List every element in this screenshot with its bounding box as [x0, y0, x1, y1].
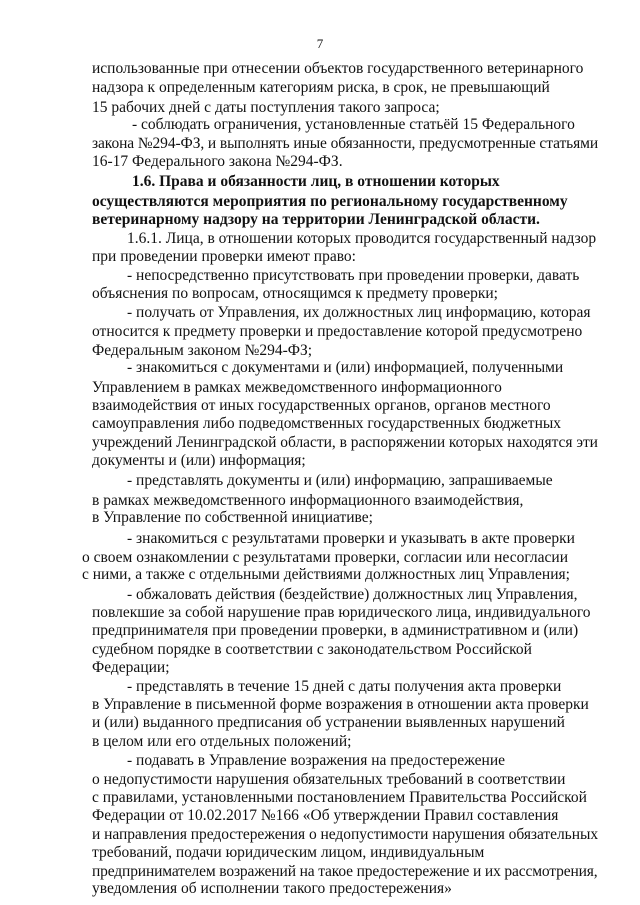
text-line: о недопустимости нарушения обязательных требований в соответствии — [92, 771, 566, 788]
text-line: ветеринарному надзору на территории Ленинградской области. — [92, 211, 540, 228]
text-line: - соблюдать ограничения, установленные статьёй 15 Федерального — [132, 116, 575, 133]
text-line: Федерации; — [92, 659, 170, 676]
text-line: уведомления об исполнении такого предостережения» — [92, 880, 452, 897]
text-line: осуществляются мероприятия по региональному государственному — [92, 193, 568, 210]
text-line: закона №294-ФЗ, и выполнять иные обязанности, предусмотренные статьями — [92, 135, 598, 152]
text-line: относится к предмету проверки и предоставление которой предусмотрено — [92, 323, 583, 340]
text-line: 15 рабочих дней с даты поступления такого запроса; — [92, 99, 440, 116]
text-line: предпринимателя при проведении проверки, в административном и (или) — [92, 622, 579, 639]
text-line: в целом или его отдельных положений; — [92, 733, 352, 750]
text-line: предпринимателем возражений на такое предостережение и их рассмотрения, — [92, 863, 598, 880]
text-line: учреждений Ленинградской области, в распоряжении которых находятся эти — [92, 434, 598, 451]
text-line: Управлением в рамках межведомственного информационного — [92, 379, 502, 396]
text-line: и направления предостережения о недопустимости нарушения обязательных — [92, 826, 598, 843]
text-line: при проведении проверки имеют право: — [92, 248, 356, 265]
text-line: объяснения по вопросам, относящимся к предмету проверки; — [92, 285, 498, 302]
text-line: 1.6. Права и обязанности лиц, в отношении которых — [132, 173, 500, 190]
text-line: - непосредственно присутствовать при проведении проверки, давать — [127, 267, 580, 284]
text-line: использованные при отнесении объектов государственного ветеринарного — [92, 60, 584, 77]
text-line: в Управление по собственной инициативе; — [92, 509, 373, 526]
text-line: самоуправления либо подведомственных государственных бюджетных — [92, 415, 562, 432]
text-line: с ними, а также с отдельными действиями должностных лиц Управления; — [82, 566, 570, 583]
text-line: документы и (или) информация; — [92, 452, 306, 469]
text-line: - подавать в Управление возражения на предостережение — [127, 752, 506, 769]
page-number: 7 — [316, 36, 324, 51]
text-line: Федеральным законом №294-ФЗ; — [92, 342, 313, 359]
text-line: - знакомиться с результатами проверки и указывать в акте проверки — [127, 530, 575, 547]
text-line: Федерации от 10.02.2017 №166 «Об утверждении Правил составления — [92, 807, 559, 824]
text-line: в рамках межведомственного информационного взаимодействия, — [92, 492, 524, 509]
text-line: о своем ознакомлении с результатами проверки, согласии или несогласии — [82, 549, 568, 566]
text-line: требований, подачи юридическим лицом, индивидуальным — [92, 844, 485, 861]
text-line: - знакомиться с документами и (или) информацией, полученными — [127, 359, 564, 376]
text-line: - представлять в течение 15 дней с даты получения акта проверки — [127, 678, 562, 695]
text-line: взаимодействия от иных государственных органов, органов местного — [92, 397, 551, 414]
text-line: судебном порядке в соответствии с законодательством Российской — [92, 641, 532, 658]
text-line: в Управление в письменной форме возражения в отношении акта проверки — [92, 696, 589, 713]
text-line: надзора к определенным категориям риска, в срок, не превышающий — [92, 79, 550, 96]
text-line: с правилами, установленными постановлением Правительства Российской — [92, 789, 587, 806]
text-line: - обжаловать действия (бездействие) должностных лиц Управления, — [127, 586, 578, 603]
text-line: 1.6.1. Лица, в отношении которых проводится государственный надзор — [127, 230, 597, 247]
text-line: и (или) выданного предписания об устранении выявленных нарушений — [92, 714, 565, 731]
text-line: - получать от Управления, их должностных лиц информацию, которая — [127, 304, 591, 321]
text-line: 16-17 Федерального закона №294-ФЗ. — [92, 153, 343, 170]
text-line: - представлять документы и (или) информацию, запрашиваемые — [127, 472, 553, 489]
text-line: повлекшие за собой нарушение прав юридического лица, индивидуального — [92, 604, 591, 621]
